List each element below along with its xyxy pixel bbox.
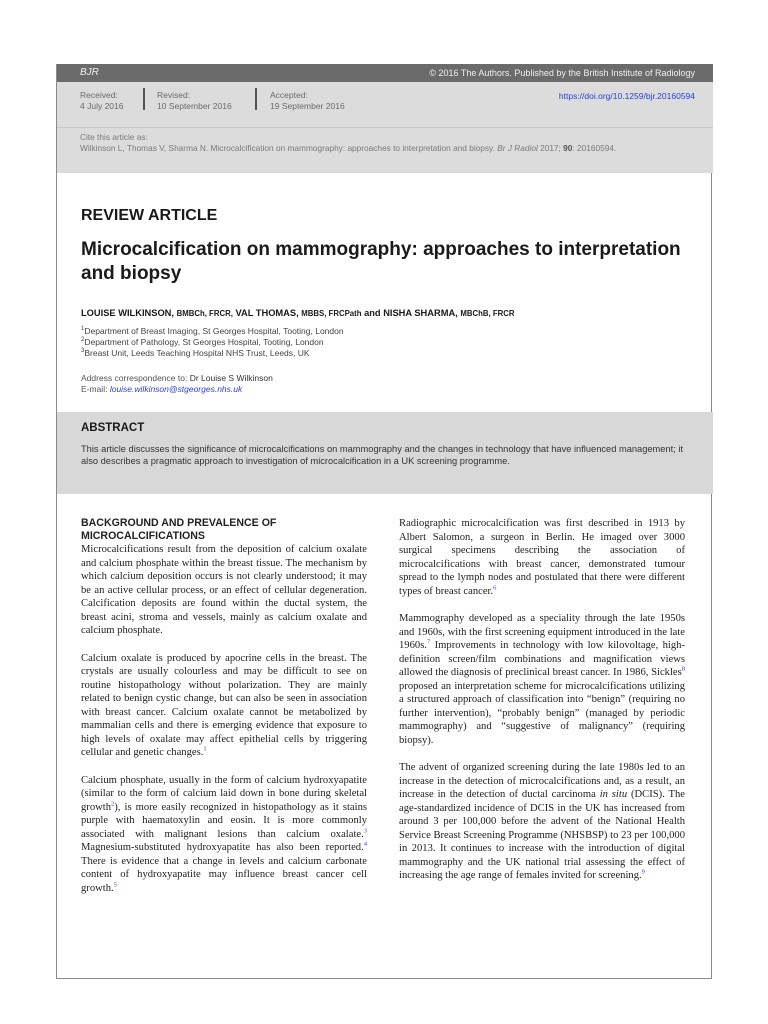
citation-label: Cite this article as:	[80, 132, 148, 142]
correspondence: Address correspondence to: Dr Louise S Wilkinson E-mail: louise.wilkinson@stgeorges.nhs.uk	[81, 373, 273, 394]
abstract-heading: ABSTRACT	[81, 422, 145, 434]
revised-date: Revised: 10 September 2016	[157, 90, 232, 111]
correspondence-name: Dr Louise S Wilkinson	[189, 373, 273, 383]
paragraph: The advent of organized screening during the late 1980s led to an increase in the detection of microcalcifications and, as a result, an increase in the detection of ductal carcinoma in situ (DCIS). The age-standardized incidence of DCIS in the UK has increased from around 3 per 100,000 before the advent of the National Health Service Breast Screening Programme (NHSBSP) to 23 per 100,000 in 2013. It continues to increase with the introduction of digital mammography and the UK national trial assessing the effect of increasing the age range of females invited for screening.$^9$	[399, 762, 685, 881]
paragraph: Radiographic microcalcification was first described in 1913 by Albert Salomon, a surgeon in Berlin. He imaged over 3000 surgical specimens describing the association of microcalcifications with breast cancer, demonstrated tumour spread to the lymph nodes and postulated that there were different types of breast cancer.$^6$	[399, 518, 685, 597]
reference-link[interactable]: 2	[111, 799, 115, 807]
reference-link[interactable]: 8	[681, 665, 685, 673]
citation-text: Wilkinson L, Thomas V, Sharma N. Microcalcification on mammography: approaches to interpretation and biopsy. Br J Radiol 2017; 90: 20160594.	[80, 143, 617, 153]
affiliation: $^3$Breast Unit, Leeds Teaching Hospital NHS Trust, Leeds, UK	[81, 348, 310, 358]
author-degrees: MBChB, FRCR	[460, 309, 515, 318]
section-heading: BACKGROUND AND PREVALENCE OF MICROCALCIFICATIONS	[81, 517, 277, 542]
divider	[143, 88, 145, 110]
affiliation: $^1$Department of Breast Imaging, St Georges Hospital, Tooting, London	[81, 326, 344, 336]
abstract-box	[57, 412, 713, 494]
author-degrees: BMBCh, FRCR,	[176, 309, 233, 318]
paragraph: Calcium oxalate is produced by apocrine cells in the breast. The crystals are usually colourless and may be difficult to see on routine histopathology without polarization. They are mainly related to benign cystic change, but can also be seen in association with breast cancer. Calcium oxalate cannot be metabolized by mammalian cells and there is emerging evidence that exposure to high levels of oxalate may affect epithelial cells by triggering cellular and genetic changes.$^1$	[81, 652, 367, 758]
accepted-date: Accepted: 19 September 2016	[270, 90, 345, 111]
copyright-notice: © 2016 The Authors. Published by the British Institute of Radiology	[429, 68, 695, 78]
paragraph: Mammography developed as a speciality through the late 1950s and 1960s, with the first screening equipment introduced in the late 1960s.$^7$ Improvements in technology with low kilovoltage, high-definition screen/film combinations and magnification views allowed the diagnosis of preclinical breast cancer. In 1986, Sickles$^8$ proposed an interpretation scheme for microcalcifications utilizing a structured approach of classification into “benign” (requiring no further intervention), “probably benign” (managed by periodic mammography) and “suggestive of malignancy” (requiring biopsy).	[399, 613, 685, 746]
reference-link[interactable]: 5	[113, 880, 117, 888]
reference-link[interactable]: 7	[426, 638, 431, 646]
divider	[255, 88, 257, 110]
reference-link[interactable]: 9	[641, 868, 645, 876]
doi-link[interactable]: https://doi.org/10.1259/bjr.20160594	[558, 91, 695, 101]
reference-link[interactable]: 6	[493, 583, 497, 591]
reference-link[interactable]: 3	[363, 826, 367, 834]
affiliation: $^2$Department of Pathology, St Georges Hospital, Tooting, London	[81, 337, 324, 347]
article-page	[56, 64, 712, 979]
reference-link[interactable]: 1	[203, 745, 207, 753]
received-date: Received: 4 July 2016	[80, 90, 124, 111]
author-degrees: MBBS, FRCPath	[301, 309, 362, 318]
affiliations	[81, 326, 344, 359]
journal-name: BJR	[80, 67, 99, 78]
author-list	[81, 308, 514, 318]
article-title: Microcalcification on mammography: approaches to interpretation and biopsy	[81, 239, 681, 284]
right-column	[399, 517, 685, 897]
author-name: VAL THOMAS,	[235, 308, 299, 318]
paragraph: Calcium phosphate, usually in the form of calcium hydroxyapatite (similar to the form of calcium laid down in bone during skeletal growth$^2$), is more easily recognized in histopathology as it stains purple with haematoxylin and eosin. It is more commonly associated with malignant lesions than calcium oxalate.$^3$ Magnesium-substituted hydroxyapatite has also been reported.$^4$ There is evidence that a change in levels and calcium carbonate content of hydroxyapatite may influence breast cancer cell growth.$^5$	[81, 774, 367, 894]
author-name: and NISHA SHARMA,	[364, 308, 458, 318]
reference-link[interactable]: 4	[363, 840, 367, 848]
paragraph: Microcalcifications result from the deposition of calcium oxalate and calcium phosphate within the breast tissue. The mechanism by which calcium deposition occurs is not clearly understood; it may be an active cellular process, or an effect of cellular degeneration. Calcification deposits are found within the ductal system, the breast acini, stroma and vessels, mainly as calcium oxalate and calcium phosphate.	[81, 544, 367, 636]
abstract-text: This article discusses the significance of microcalcifications on mammography and the changes in technology that have influenced management; it also describes a pragmatic approach to investigation of microcalcification in a UK screening programme.	[81, 444, 684, 466]
dates-bar	[57, 82, 713, 127]
email-link[interactable]: louise.wilkinson@stgeorges.nhs.uk	[109, 384, 243, 394]
citation-box	[57, 127, 713, 173]
author-name: LOUISE WILKINSON,	[81, 308, 174, 318]
journal-header-bar	[57, 64, 713, 82]
left-column	[81, 517, 367, 909]
article-type: REVIEW ARTICLE	[81, 207, 218, 224]
